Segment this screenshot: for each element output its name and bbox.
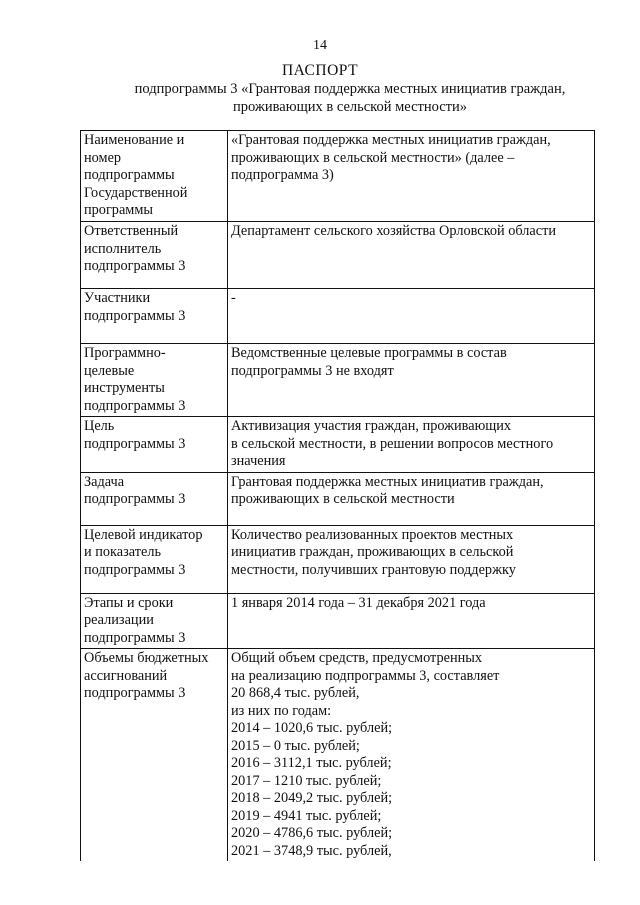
passport-row bbox=[81, 472, 595, 525]
passport-row bbox=[81, 593, 595, 649]
row-value-line: «Грантовая поддержка местных инициатив граждан, bbox=[231, 132, 551, 148]
row-value-line: Ведомственные целевые программы в состав bbox=[231, 345, 507, 361]
row-value-cell bbox=[228, 472, 595, 525]
row-value-line: 2015 – 0 тыс. рублей; bbox=[231, 737, 360, 754]
row-value-line: 20 868,4 тыс. рублей, bbox=[231, 685, 360, 701]
row-label-line: Целевой индикатор bbox=[84, 526, 203, 543]
row-value-line: 2020 – 4786,6 тыс. рублей; bbox=[231, 825, 393, 841]
passport-row bbox=[81, 417, 595, 473]
row-label-cell bbox=[81, 649, 228, 862]
row-value-cell bbox=[228, 649, 595, 862]
row-value-line: из них по годам: bbox=[231, 702, 332, 719]
row-value-line: в сельской местности, в решении вопросов местного bbox=[231, 435, 554, 452]
row-label-cell bbox=[81, 222, 228, 289]
row-value-line: 2017 – 1210 тыс. рублей; bbox=[231, 772, 382, 789]
passport-row bbox=[81, 131, 595, 222]
row-label-cell bbox=[81, 525, 228, 593]
passport-row bbox=[81, 222, 595, 289]
document-title: ПАСПОРТ bbox=[281, 62, 359, 79]
row-label-line: Ответственный bbox=[84, 223, 179, 239]
passport-row bbox=[81, 344, 595, 417]
row-value-cell bbox=[228, 344, 595, 417]
row-label-cell bbox=[81, 131, 228, 222]
row-value-line: Грантовая поддержка местных инициатив граждан, bbox=[231, 473, 544, 490]
row-label-line: Задача bbox=[84, 473, 125, 490]
row-value-line: подпрограмма 3) bbox=[231, 167, 334, 183]
row-value-line: 2021 – 3748,9 тыс. рублей, bbox=[231, 842, 392, 859]
row-value-cell bbox=[228, 417, 595, 473]
row-label-cell bbox=[81, 417, 228, 473]
row-value-line: проживающих в сельской местности» (далее – bbox=[231, 149, 515, 166]
row-value-line: инициатив граждан, проживающих в сельской bbox=[231, 544, 514, 560]
row-value-line: Департамент сельского хозяйства Орловской области bbox=[231, 223, 556, 239]
row-value-line: местности, получивших грантовую поддержку bbox=[231, 561, 516, 578]
row-label-line: подпрограммы 3 bbox=[84, 629, 186, 646]
passport-row bbox=[81, 289, 595, 344]
row-value-line: подпрограммы 3 не входят bbox=[231, 362, 394, 379]
row-label-line: подпрограммы 3 bbox=[84, 561, 186, 578]
passport-row bbox=[81, 649, 595, 862]
row-value-cell bbox=[228, 593, 595, 649]
row-value-line: Активизация участия граждан, проживающих bbox=[231, 418, 512, 434]
row-label-line: и показатель bbox=[84, 544, 161, 560]
row-value-line: проживающих в сельской местности bbox=[231, 491, 455, 507]
row-label-line: программы bbox=[84, 202, 154, 218]
row-label-line: подпрограммы 3 bbox=[84, 307, 186, 324]
row-label-line: Объемы бюджетных bbox=[84, 650, 209, 666]
row-label-cell bbox=[81, 289, 228, 344]
row-label-cell bbox=[81, 344, 228, 417]
row-value-line: 2018 – 2049,2 тыс. рублей; bbox=[231, 790, 393, 806]
row-label-line: Программно- bbox=[84, 345, 166, 361]
page-number: 14 bbox=[313, 38, 327, 53]
row-label-line: целевые bbox=[84, 362, 135, 379]
row-label-line: реализации bbox=[84, 612, 154, 628]
row-label-line: номер bbox=[84, 149, 122, 166]
row-label-line: исполнитель bbox=[84, 240, 162, 257]
row-value-line: - bbox=[231, 290, 236, 306]
row-label-cell bbox=[81, 472, 228, 525]
row-label-line: подпрограммы 3 bbox=[84, 435, 186, 452]
row-value-cell bbox=[228, 131, 595, 222]
row-value-line: Количество реализованных проектов местных bbox=[231, 526, 514, 543]
row-value-line: на реализацию подпрограммы 3, составляет bbox=[231, 667, 500, 684]
passport-table bbox=[80, 130, 595, 861]
row-label-line: подпрограммы 3 bbox=[84, 258, 186, 274]
row-label-line: Наименование и bbox=[84, 132, 185, 148]
passport-row bbox=[81, 525, 595, 593]
row-label-line: Участники bbox=[84, 290, 151, 306]
subtitle-line: подпрограммы 3 «Грантовая поддержка местных инициатив граждан, bbox=[134, 81, 566, 97]
row-value-cell bbox=[228, 222, 595, 289]
row-value-line: 2014 – 1020,6 тыс. рублей; bbox=[231, 720, 393, 736]
row-value-line: Общий объем средств, предусмотренных bbox=[231, 650, 483, 666]
row-value-cell bbox=[228, 525, 595, 593]
row-label-line: ассигнований bbox=[84, 667, 168, 684]
row-value-cell bbox=[228, 289, 595, 344]
document-subtitle bbox=[110, 80, 590, 116]
row-label-line: подпрограммы 3 bbox=[84, 491, 186, 507]
row-label-line: Этапы и сроки bbox=[84, 594, 174, 611]
row-label-line: Цель bbox=[84, 418, 115, 434]
subtitle-line: проживающих в сельской местности» bbox=[232, 99, 468, 115]
row-label-line: Государственной bbox=[84, 184, 188, 201]
row-value-line: 2016 – 3112,1 тыс. рублей; bbox=[231, 755, 392, 771]
row-label-line: инструменты bbox=[84, 380, 165, 396]
row-value-line: 2019 – 4941 тыс. рублей; bbox=[231, 807, 382, 824]
row-label-cell bbox=[81, 593, 228, 649]
row-value-line: значения bbox=[231, 453, 286, 469]
row-label-line: подпрограммы bbox=[84, 167, 175, 183]
row-label-line: подпрограммы 3 bbox=[84, 397, 186, 414]
row-label-line: подпрограммы 3 bbox=[84, 685, 186, 701]
row-value-line: 1 января 2014 года – 31 декабря 2021 года bbox=[231, 594, 486, 611]
